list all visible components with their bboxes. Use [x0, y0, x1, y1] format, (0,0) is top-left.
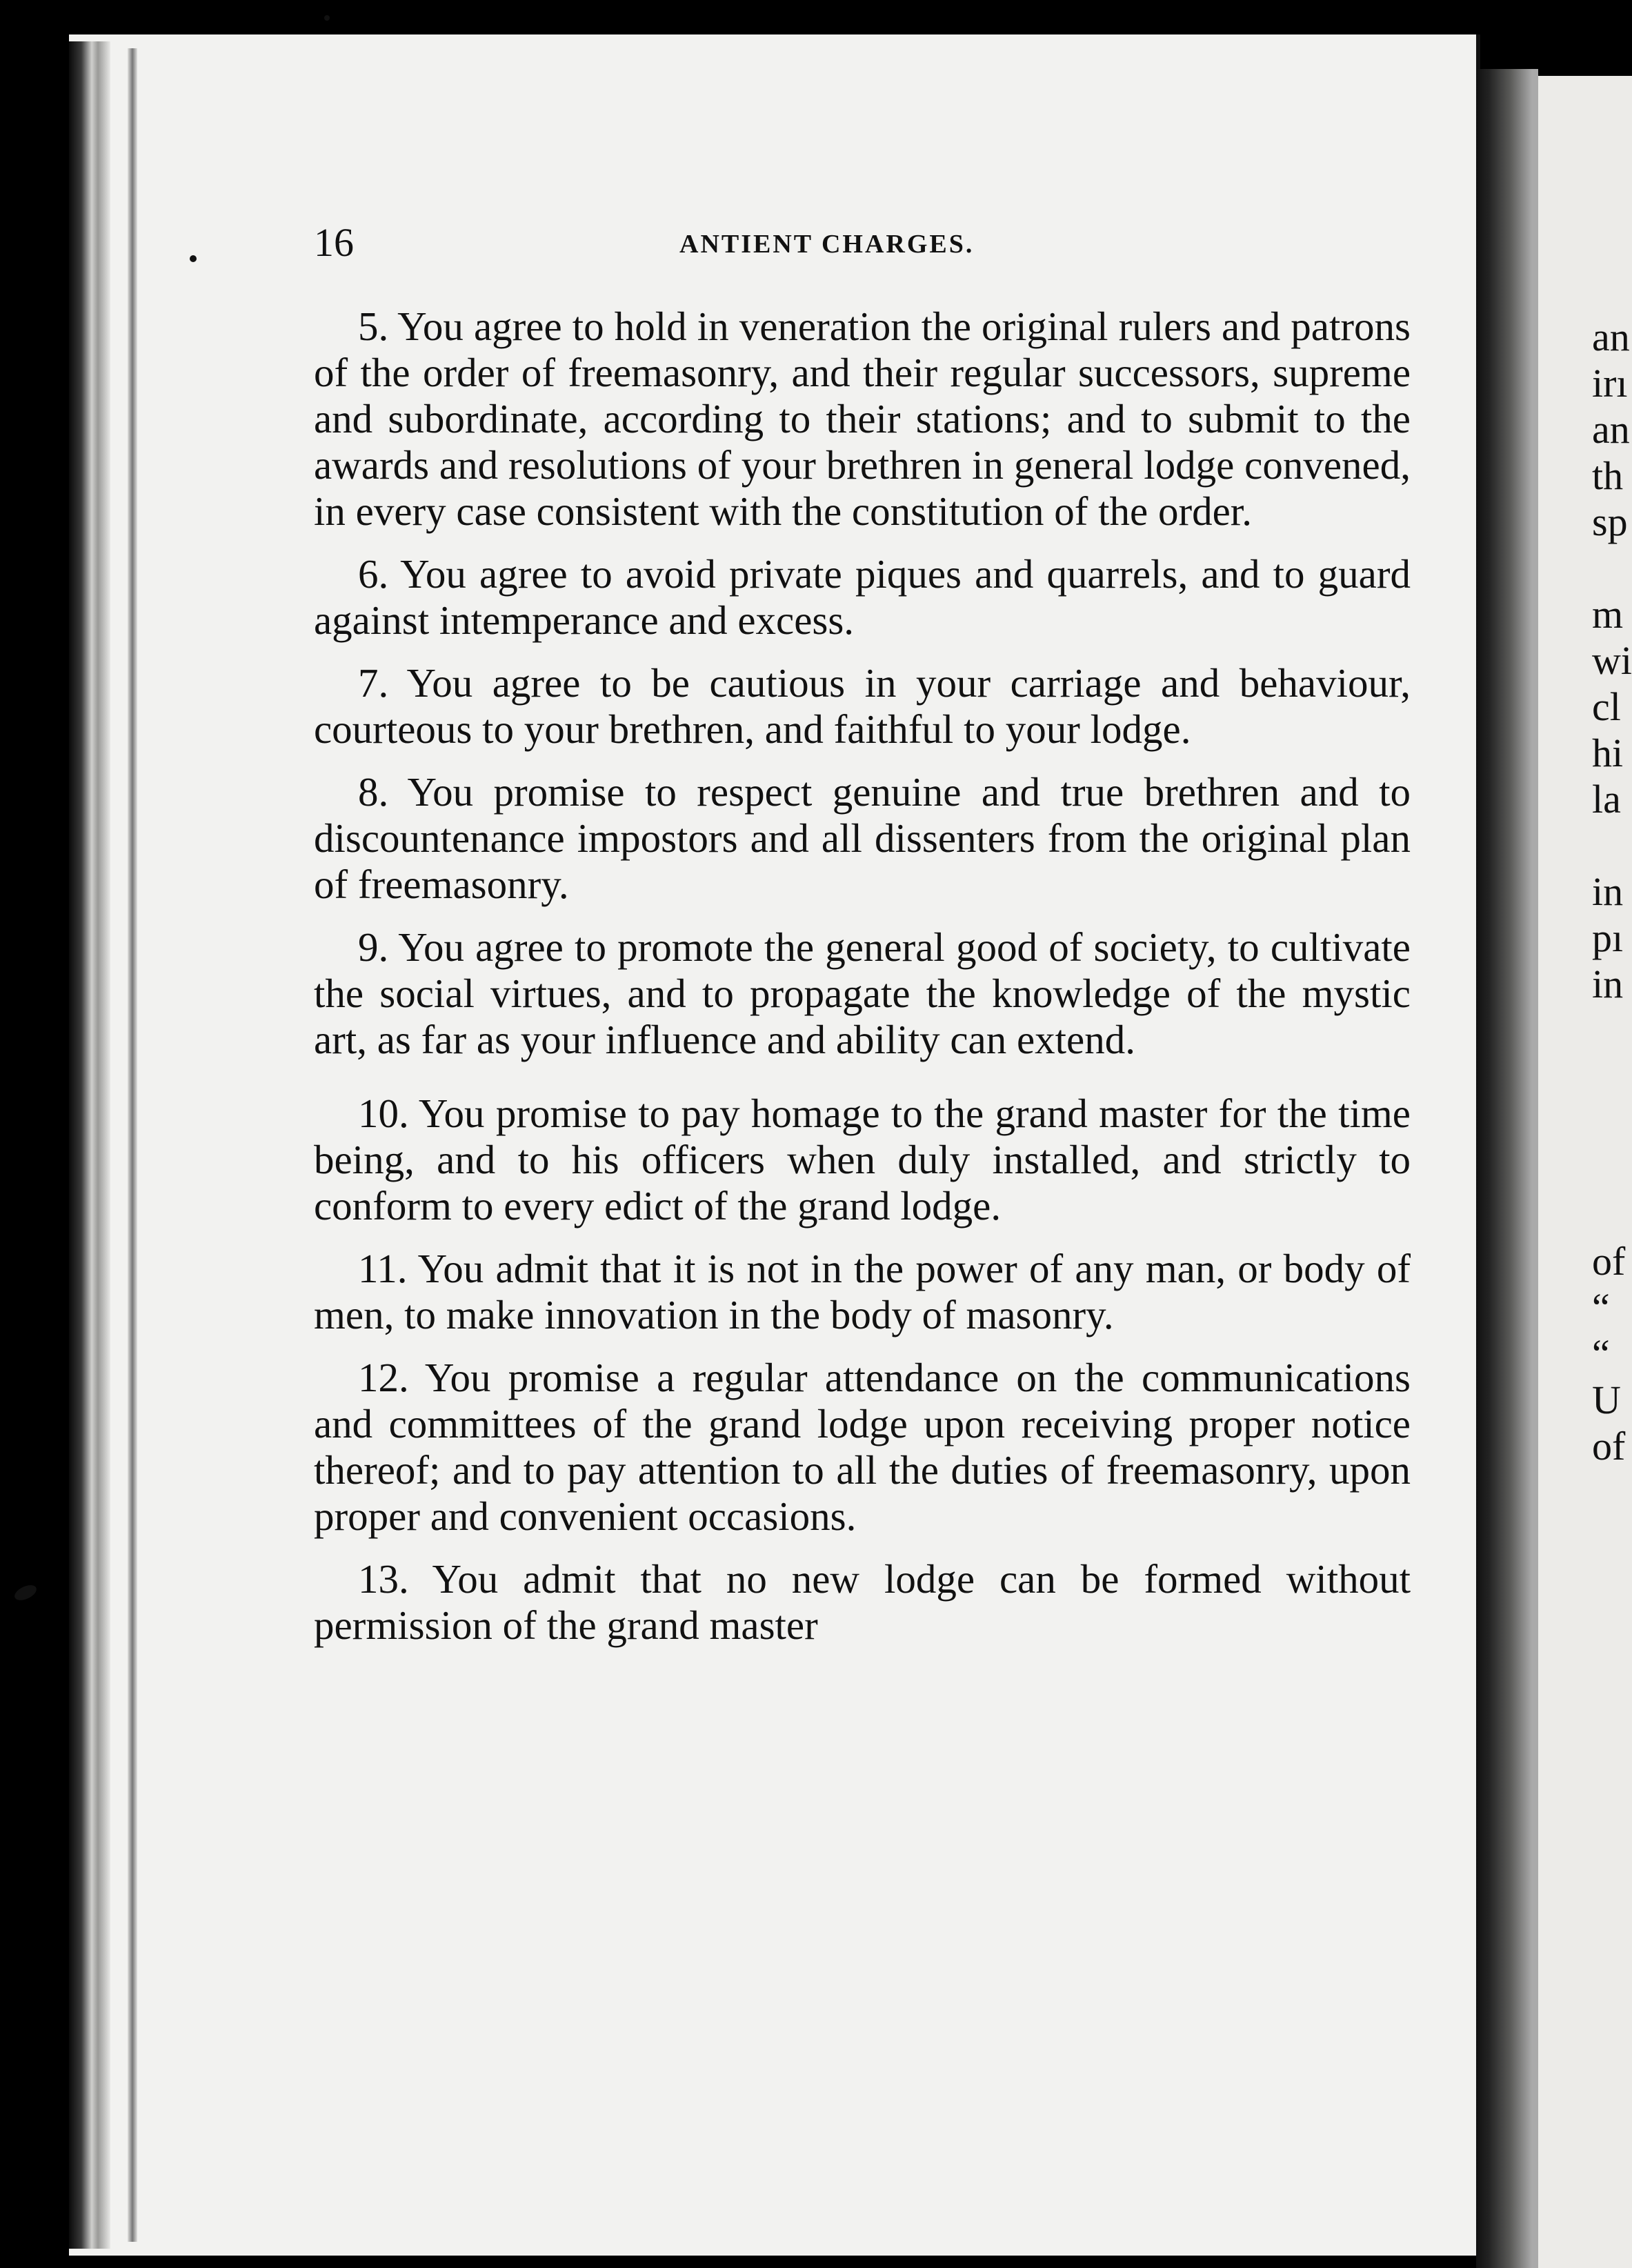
charge-paragraph-12: 12. You promise a regular attendance on the communications and committees of the grand lodge upon receiving proper notice thereof; and to pay attention to all the duties of freemasonry, upon proper and convenient occasions. — [314, 1355, 1411, 1539]
facing-fragment: in — [1592, 869, 1624, 914]
body-text — [314, 304, 1411, 1665]
ink-speck — [190, 255, 197, 262]
binding-fold-line — [128, 48, 137, 2242]
facing-fragment: of — [1592, 1239, 1626, 1284]
charge-paragraph-10: 10. You promise to pay homage to the grand master for the time being, and to his officers when duly installed, and strictly to conform to every edict of the grand lodge. — [314, 1091, 1411, 1228]
facing-fragment: in — [1592, 962, 1624, 1006]
facing-page-text — [1592, 314, 1632, 1469]
facing-fragment: th — [1592, 453, 1624, 498]
charge-paragraph-5: 5. You agree to hold in veneration the original rulers and patrons of the order of freemasonry, and their regular successors, supreme and subordinate, according to their stations; and to submit to the awards and resolutions of your brethren in general lodge convened, in every case consistent with the constitution of the order. — [314, 304, 1411, 534]
page-number: 16 — [314, 220, 354, 265]
charge-paragraph-11: 11. You admit that it is not in the power of any man, or body of men, to make innovation in the body of masonry. — [314, 1246, 1411, 1337]
facing-fragment: cl — [1592, 684, 1621, 729]
facing-fragment: pı — [1592, 915, 1624, 960]
facing-fragment: sp — [1592, 499, 1628, 544]
facing-fragment: la — [1592, 777, 1621, 822]
charge-paragraph-13: 13. You admit that no new lodge can be formed without permission of the grand master — [314, 1556, 1411, 1648]
facing-fragment: m — [1592, 592, 1624, 637]
facing-fragment: hi — [1592, 730, 1624, 775]
charge-paragraph-9: 9. You agree to promote the general good of society, to cultivate the social virtues, and to propagate the knowledge of the mystic art, as far as your influence and ability can extend. — [314, 924, 1411, 1062]
running-head — [314, 219, 1411, 275]
facing-fragment: an — [1592, 407, 1630, 452]
running-title: ANTIENT CHARGES. — [679, 230, 975, 259]
facing-fragment: “ — [1592, 1331, 1610, 1376]
left-binding-edge — [69, 41, 110, 2249]
facing-fragment: U — [1592, 1377, 1621, 1422]
charge-paragraph-8: 8. You promise to respect genuine and true brethren and to discountenance impostors and all dissenters from the original plan of freemasonry. — [314, 769, 1411, 907]
ink-speck — [324, 15, 330, 21]
facing-fragment: “ — [1592, 1285, 1610, 1330]
book-gutter — [1476, 69, 1538, 2268]
charge-paragraph-6: 6. You agree to avoid private piques and quarrels, and to guard against intemperance and excess. — [314, 551, 1411, 643]
facing-fragment: an — [1592, 315, 1630, 359]
facing-fragment: irı — [1592, 361, 1628, 406]
charge-paragraph-7: 7. You agree to be cautious in your carriage and behaviour, courteous to your brethren, and faithful to your lodge. — [314, 660, 1411, 752]
facing-fragment: of — [1592, 1424, 1626, 1469]
facing-fragment: wi — [1592, 638, 1632, 683]
